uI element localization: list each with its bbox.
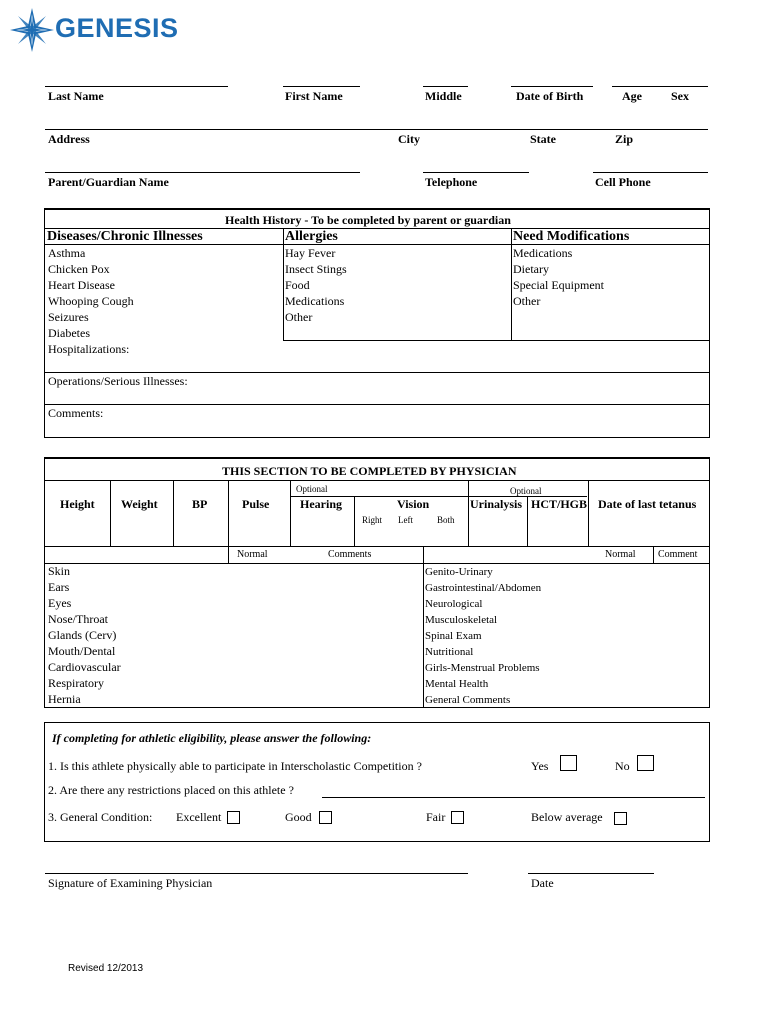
genesis-star-logo-icon [10,8,54,52]
date-label: Date [531,876,554,890]
list-item: Mental Health [425,678,489,690]
below-average-label: Below average [531,810,603,824]
list-item: Eyes [48,596,72,610]
middle-label: Middle [425,89,462,103]
list-item: Hernia [48,692,81,706]
age-label: Age [622,89,642,103]
first-name-label: First Name [285,89,343,103]
revised-label: Revised 12/2013 [68,963,144,974]
urinalysis-label: Urinalysis [470,497,523,511]
list-item: Food [285,278,310,292]
question-3: 3. General Condition: [48,810,153,824]
guardian-label: Parent/Guardian Name [48,175,169,189]
list-item: Ears [48,580,70,594]
comments-field[interactable]: Comments: [48,406,104,420]
list-item: Other [513,294,541,308]
list-item: Neurological [425,598,483,610]
no-checkbox[interactable] [637,755,654,771]
needs-list [513,245,604,309]
athletic-title: If completing for athletic eligibility, please answer the following: [52,731,372,745]
list-item: Medications [285,294,345,308]
weight-label: Weight [121,497,158,511]
vision-left-label: Left [398,515,413,525]
exam-list-left [48,563,121,707]
vision-label: Vision [397,497,430,511]
physician-title: THIS SECTION TO BE COMPLETED BY PHYSICIAN [222,464,517,478]
telephone-label: Telephone [425,175,478,189]
signature-line[interactable] [45,873,468,874]
bp-label: BP [192,497,208,511]
hospitalizations-field[interactable]: Hospitalizations: [48,342,130,356]
list-item: General Comments [425,694,511,706]
list-item: Heart Disease [48,278,115,292]
signature-label: Signature of Examining Physician [48,876,213,890]
list-item: Asthma [48,246,86,260]
restrictions-input-line[interactable] [322,797,705,798]
good-label: Good [285,810,312,824]
state-label: State [530,132,556,146]
comments-label: Comments [328,549,372,560]
sex-label: Sex [671,89,689,103]
list-item: Nutritional [425,646,474,658]
comment-label: Comment [658,549,698,560]
fair-checkbox[interactable] [451,811,464,824]
pulse-label: Pulse [242,497,270,511]
list-item: Cardiovascular [48,660,121,674]
yes-label: Yes [531,759,549,773]
last-name-label: Last Name [48,89,104,103]
list-item: Mouth/Dental [48,644,116,658]
list-item: Spinal Exam [425,630,482,642]
list-item: Insect Stings [285,262,347,276]
list-item: Girls-Menstrual Problems [425,662,540,674]
city-label: City [398,132,420,146]
list-item: Nose/Throat [48,612,108,626]
tetanus-label: Date of last tetanus [598,497,697,511]
hearing-label: Hearing [300,497,342,511]
list-item: Dietary [513,262,549,276]
allergies-header: Allergies [285,229,338,244]
excellent-label: Excellent [176,810,222,824]
health-history-title: Health History - To be completed by parent or guardian [225,213,511,227]
exam-list-right [425,564,541,708]
list-item: Diabetes [48,326,90,340]
diseases-header: Diseases/Chronic Illnesses [47,229,203,244]
optional-label: Optional [510,486,542,496]
list-item: Skin [48,564,71,578]
optional-label: Optional [296,484,328,494]
diseases-list [48,245,134,341]
list-item: Chicken Pox [48,262,110,276]
list-item: Special Equipment [513,278,604,292]
below-average-checkbox[interactable] [614,812,627,825]
vision-both-label: Both [437,515,455,525]
list-item: Genito-Urinary [425,566,493,578]
list-item: Other [285,310,313,324]
logo [10,8,180,52]
question-1: 1. Is this athlete physically able to participate in Interscholastic Competition ? [48,759,422,773]
list-item: Medications [513,246,573,260]
operations-field[interactable]: Operations/Serious Illnesses: [48,374,188,388]
vision-right-label: Right [362,515,383,525]
no-label: No [615,759,630,773]
allergies-list [285,245,347,325]
physician-section [44,457,710,708]
logo-text: GENESIS [55,13,179,43]
zip-label: Zip [615,132,634,146]
yes-checkbox[interactable] [560,755,577,771]
question-2: 2. Are there any restrictions placed on this athlete ? [48,783,294,797]
dob-label: Date of Birth [516,89,584,103]
hct-label: HCT/HGB [531,497,588,511]
list-item: Hay Fever [285,246,336,260]
normal-label: Normal [605,549,636,560]
address-label: Address [48,132,90,146]
date-line[interactable] [528,873,654,874]
height-label: Height [60,497,95,511]
list-item: Musculoskeletal [425,614,498,626]
good-checkbox[interactable] [319,811,332,824]
list-item: Whooping Cough [48,294,134,308]
list-item: Glands (Cerv) [48,628,117,642]
list-item: Seizures [48,310,89,324]
fair-label: Fair [426,810,446,824]
excellent-checkbox[interactable] [227,811,240,824]
list-item: Gastrointestinal/Abdomen [425,582,542,594]
list-item: Respiratory [48,676,104,690]
needs-header: Need Modifications [513,229,630,244]
normal-label: Normal [237,549,268,560]
cell-phone-label: Cell Phone [595,175,651,189]
